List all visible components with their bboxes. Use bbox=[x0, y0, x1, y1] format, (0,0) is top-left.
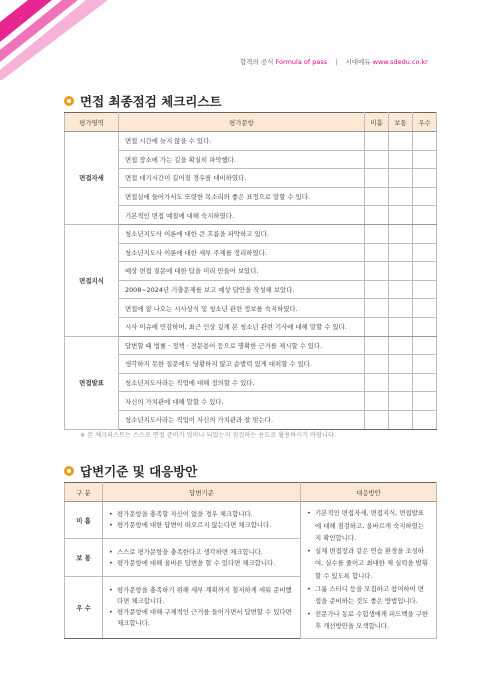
bullet-icon: • bbox=[307, 509, 311, 517]
checklist-row bbox=[65, 169, 437, 188]
checklist-item: 청소년지도사라는 직업이 자신의 가치관과 잘 맞는다. bbox=[119, 410, 365, 429]
response-text: 실제 면접장과 같은 연습 환경을 조성하여, 실수를 줄이고 최대한 제 실력을 발휘할 수 있도록 합니다. bbox=[315, 546, 428, 580]
check-cell-excellent[interactable] bbox=[413, 206, 437, 225]
check-cell-excellent[interactable] bbox=[413, 317, 437, 336]
checklist-row bbox=[65, 150, 437, 169]
checklist-item: 면접에 잘 나오는 시사상식 및 청소년 관련 정보를 숙지하였다. bbox=[119, 299, 365, 318]
response-item bbox=[307, 507, 430, 545]
check-cell-fair[interactable] bbox=[389, 224, 413, 243]
check-cell-poor[interactable] bbox=[365, 410, 389, 429]
criteria-item bbox=[109, 520, 294, 531]
criteria-text: 평가문항에 대한 답변이 떠오르지 않는다면 체크합니다. bbox=[117, 521, 272, 530]
bullet-icon: • bbox=[307, 584, 311, 593]
checklist-item: 청소년지도사라는 직업에 대해 정의할 수 있다. bbox=[119, 373, 365, 392]
bullet-icon: • bbox=[109, 521, 113, 530]
check-cell-fair[interactable] bbox=[389, 336, 413, 355]
page-header bbox=[240, 57, 428, 66]
col-header-question: 평가문항 bbox=[119, 113, 365, 132]
check-cell-poor[interactable] bbox=[365, 373, 389, 392]
checklist-row bbox=[65, 355, 437, 374]
response-text: 그룹 스터디 등을 모집하고 참여하여 면접을 준비하는 것도 좋은 방법입니다. bbox=[315, 584, 424, 606]
checklist-item: 청소년지도사 이론에 대한 세부 주제를 정리하였다. bbox=[119, 243, 365, 262]
checklist-item: 면접 대기시간이 길어질 경우를 대비하였다. bbox=[119, 169, 365, 188]
criteria-item bbox=[109, 607, 294, 629]
check-cell-excellent[interactable] bbox=[413, 187, 437, 206]
checklist-row bbox=[65, 280, 437, 299]
check-cell-poor[interactable] bbox=[365, 317, 389, 336]
checklist-item: 2008~2024년 기출문제를 보고 예상 답안을 작성해 보았다. bbox=[119, 280, 365, 299]
checklist-item: 예상 면접 질문에 대한 답을 미리 만들어 보았다. bbox=[119, 262, 365, 281]
response-text: 기본적인 면접자세, 면접지식, 면접발표에 대해 점검하고, 올바르게 숙지하였는지 확인합니다. bbox=[315, 509, 424, 543]
col-header-response: 대응방안 bbox=[301, 483, 437, 502]
checklist-row bbox=[65, 336, 437, 355]
criteria-item bbox=[109, 547, 294, 558]
criteria-cell bbox=[103, 576, 301, 638]
check-cell-excellent[interactable] bbox=[413, 373, 437, 392]
check-cell-fair[interactable] bbox=[389, 392, 413, 411]
check-cell-poor[interactable] bbox=[365, 355, 389, 374]
col-header-excellent: 우수 bbox=[413, 113, 437, 132]
col-header-fair: 보통 bbox=[389, 113, 413, 132]
checklist-row bbox=[65, 132, 437, 151]
criteria-item bbox=[109, 585, 294, 607]
answer-title-text: 답변기준 및 대응방안 bbox=[80, 464, 198, 479]
answer-category: 보 통 bbox=[65, 539, 103, 576]
checklist-row bbox=[65, 262, 437, 281]
checklist-table bbox=[64, 112, 437, 430]
checklist-category: 면접자세 bbox=[65, 132, 119, 225]
checklist-item: 생각하지 못한 질문에도 당황하지 않고 순발력 있게 대처할 수 있다. bbox=[119, 355, 365, 374]
checklist-item: 기본적인 면접 예절에 대해 숙지하였다. bbox=[119, 206, 365, 225]
check-cell-fair[interactable] bbox=[389, 317, 413, 336]
check-cell-fair[interactable] bbox=[389, 132, 413, 151]
response-item bbox=[307, 583, 430, 608]
check-cell-poor[interactable] bbox=[365, 262, 389, 281]
answer-header-row bbox=[65, 483, 437, 502]
check-cell-poor[interactable] bbox=[365, 187, 389, 206]
check-cell-fair[interactable] bbox=[389, 410, 413, 429]
publisher-name: 시대에듀 bbox=[345, 58, 371, 66]
check-cell-poor[interactable] bbox=[365, 150, 389, 169]
check-cell-poor[interactable] bbox=[365, 243, 389, 262]
criteria-item bbox=[109, 558, 294, 569]
check-cell-fair[interactable] bbox=[389, 187, 413, 206]
answer-row bbox=[65, 502, 437, 539]
response-cell bbox=[301, 502, 437, 639]
check-cell-excellent[interactable] bbox=[413, 169, 437, 188]
check-cell-poor[interactable] bbox=[365, 169, 389, 188]
check-cell-fair[interactable] bbox=[389, 150, 413, 169]
checklist-category: 면접발표 bbox=[65, 336, 119, 429]
checklist-note: ※ 본 체크리스트는 스스로 면접 준비가 얼마나 되었는지 점검하는 용도로 활용하시기 바랍니다. bbox=[80, 432, 336, 439]
check-cell-excellent[interactable] bbox=[413, 224, 437, 243]
bullet-icon: • bbox=[109, 608, 113, 617]
bullet-icon: • bbox=[307, 609, 311, 618]
answer-category: 미 흡 bbox=[65, 502, 103, 539]
bullet-icon: • bbox=[109, 510, 113, 519]
criteria-text: 평가문항에 대해 올바른 답변을 할 수 있다면 체크합니다. bbox=[117, 558, 276, 567]
response-item bbox=[307, 608, 430, 633]
bullet-icon: • bbox=[109, 547, 113, 556]
corner-decoration bbox=[0, 0, 110, 80]
check-cell-excellent[interactable] bbox=[413, 280, 437, 299]
section-bullet-icon bbox=[64, 466, 74, 476]
check-cell-excellent[interactable] bbox=[413, 392, 437, 411]
check-cell-fair[interactable] bbox=[389, 280, 413, 299]
answer-title bbox=[64, 462, 197, 480]
check-cell-fair[interactable] bbox=[389, 355, 413, 374]
checklist-item: 답변할 때 법률 · 정책 · 전문용어 등으로 명확한 근거를 제시할 수 있다. bbox=[119, 336, 365, 355]
bullet-icon: • bbox=[109, 558, 113, 567]
checklist-row bbox=[65, 317, 437, 336]
checklist-row bbox=[65, 243, 437, 262]
criteria-item bbox=[109, 509, 294, 520]
col-header-category: 구 분 bbox=[65, 483, 103, 502]
checklist-category: 면접지식 bbox=[65, 224, 119, 336]
checklist-row bbox=[65, 299, 437, 318]
slogan-accent: Formula of pass bbox=[275, 58, 328, 66]
check-cell-fair[interactable] bbox=[389, 299, 413, 318]
criteria-cell bbox=[103, 502, 301, 539]
checklist-header-row bbox=[65, 113, 437, 132]
publisher-url[interactable]: www.sdedu.co.kr bbox=[372, 58, 428, 66]
checklist-item: 면접실에 들어가서도 또렷한 목소리와 좋은 표정으로 말할 수 있다. bbox=[119, 187, 365, 206]
check-cell-excellent[interactable] bbox=[413, 132, 437, 151]
criteria-text: 평가문항을 충족할 자신이 없을 경우 체크합니다. bbox=[117, 510, 253, 519]
checklist-row bbox=[65, 224, 437, 243]
header-separator: | bbox=[335, 58, 338, 66]
check-cell-poor[interactable] bbox=[365, 224, 389, 243]
col-header-poor: 미흡 bbox=[365, 113, 389, 132]
checklist-title bbox=[64, 92, 222, 110]
check-cell-excellent[interactable] bbox=[413, 410, 437, 429]
check-cell-poor[interactable] bbox=[365, 280, 389, 299]
col-header-criteria: 답변기준 bbox=[103, 483, 301, 502]
checklist-row bbox=[65, 373, 437, 392]
response-item bbox=[307, 545, 430, 583]
checklist-title-text: 면접 최종점검 체크리스트 bbox=[80, 94, 222, 109]
slogan-prefix: 합격의 공식 bbox=[240, 58, 274, 66]
checklist-item: 시사 이슈에 민감하며, 최근 인상 깊게 본 청소년 관련 기사에 대해 말할 수 있다. bbox=[119, 317, 365, 336]
checklist-item: 청소년지도사 이론에 대한 큰 흐름을 파악하고 있다. bbox=[119, 224, 365, 243]
bullet-icon: • bbox=[109, 586, 113, 595]
checklist-row bbox=[65, 410, 437, 429]
check-cell-poor[interactable] bbox=[365, 392, 389, 411]
response-text: 전문가나 동료 수험생에게 피드백을 구한 후 개선방안을 모색합니다. bbox=[315, 609, 429, 631]
criteria-cell bbox=[103, 539, 301, 576]
checklist-row bbox=[65, 187, 437, 206]
check-cell-excellent[interactable] bbox=[413, 243, 437, 262]
check-cell-poor[interactable] bbox=[365, 299, 389, 318]
col-header-area: 평가영역 bbox=[65, 113, 119, 132]
checklist-row bbox=[65, 206, 437, 225]
check-cell-poor[interactable] bbox=[365, 336, 389, 355]
check-cell-fair[interactable] bbox=[389, 262, 413, 281]
checklist-item: 면접 시간에 늦지 않을 수 있다. bbox=[119, 132, 365, 151]
checklist-item: 자신의 가치관에 대해 말할 수 있다. bbox=[119, 392, 365, 411]
check-cell-excellent[interactable] bbox=[413, 336, 437, 355]
section-bullet-icon bbox=[64, 96, 74, 106]
check-cell-poor[interactable] bbox=[365, 206, 389, 225]
check-cell-excellent[interactable] bbox=[413, 262, 437, 281]
answer-category: 우 수 bbox=[65, 576, 103, 638]
check-cell-poor[interactable] bbox=[365, 132, 389, 151]
check-cell-excellent[interactable] bbox=[413, 355, 437, 374]
check-cell-fair[interactable] bbox=[389, 243, 413, 262]
checklist-item: 면접 장소에 가는 길을 확실히 파악했다. bbox=[119, 150, 365, 169]
check-cell-fair[interactable] bbox=[389, 373, 413, 392]
check-cell-fair[interactable] bbox=[389, 169, 413, 188]
check-cell-excellent[interactable] bbox=[413, 299, 437, 318]
answer-criteria-table bbox=[64, 482, 437, 639]
criteria-text: 평가문항을 충족하기 위해 세부 계획까지 철저하게 세워 준비했다면 체크합니다. bbox=[117, 586, 292, 606]
criteria-text: 스스로 평가문항을 충족한다고 생각하면 체크합니다. bbox=[117, 547, 263, 556]
criteria-text: 평가문항에 대해 구체적인 근거를 들어가면서 답변할 수 있다면 체크합니다. bbox=[117, 608, 292, 628]
checklist-row bbox=[65, 392, 437, 411]
check-cell-excellent[interactable] bbox=[413, 150, 437, 169]
check-cell-fair[interactable] bbox=[389, 206, 413, 225]
bullet-icon: • bbox=[307, 546, 311, 555]
